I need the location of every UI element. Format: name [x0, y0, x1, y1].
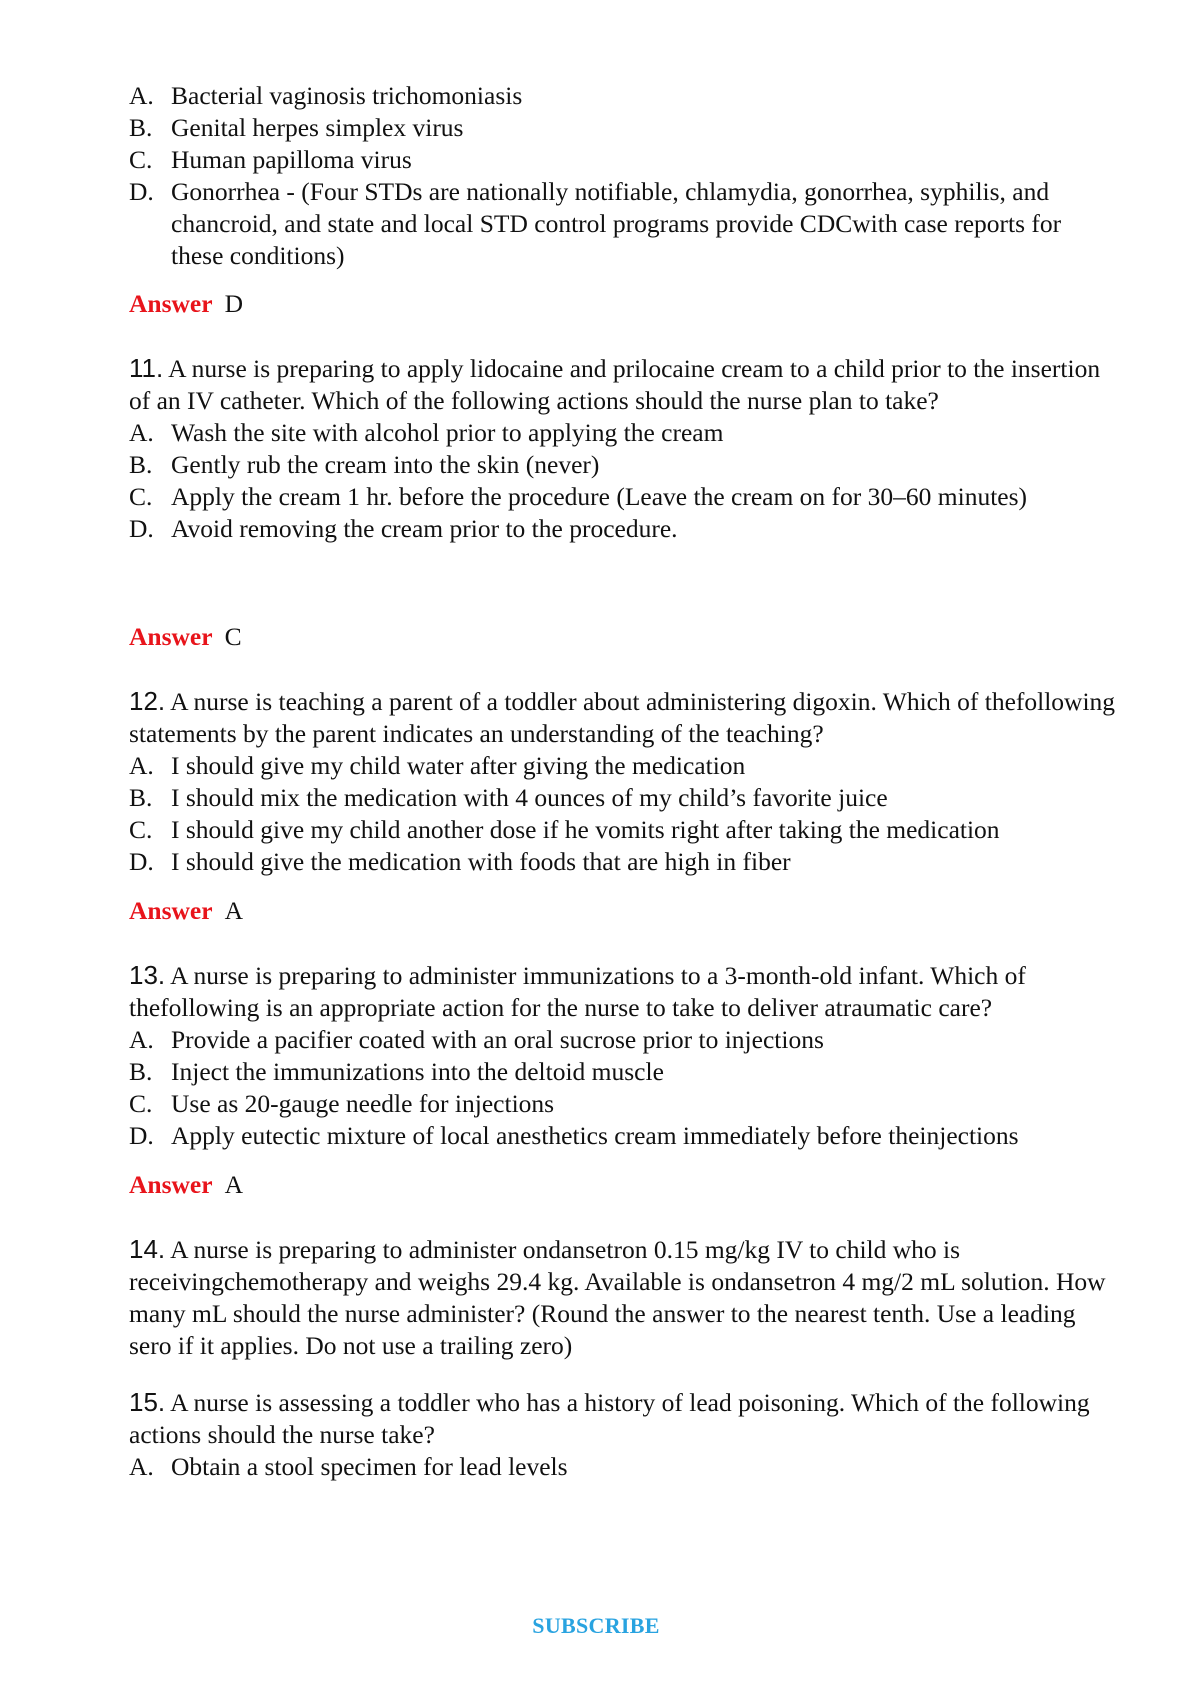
- question-number: 13.: [129, 960, 166, 990]
- option-a: A. Obtain a stool specimen for lead levels: [129, 1452, 568, 1481]
- question-14: [129, 1233, 1119, 1362]
- q13-answer: [129, 1169, 243, 1201]
- q10-answer: [129, 288, 243, 320]
- q12-answer: [129, 895, 243, 927]
- option-b: B. Gently rub the cream into the skin (never): [129, 450, 600, 479]
- question-stem: 12. A nurse is teaching a parent of a toddler about administering digoxin. Which of thefollowing statements by the parent indicates an understanding of the teaching?: [129, 686, 1116, 748]
- question-stem: 14. A nurse is preparing to administer ondansetron 0.15 mg/kg IV to child who is receivingchemotherapy and weighs 29.4 kg. Available is ondansetron 4 mg/2 mL solution. How many mL should the nurse administer? (Round the answer to the nearest tenth. Use a leading sero if it applies. Do not use a trailing zero): [129, 1234, 1106, 1360]
- question-11: [129, 352, 1119, 545]
- answer-label: Answer: [129, 289, 213, 318]
- answer-label: Answer: [129, 622, 213, 651]
- question-12: [129, 685, 1119, 878]
- q11-answer: [129, 621, 242, 653]
- question-15: [129, 1386, 1119, 1483]
- option-c: C. Human papilloma virus: [129, 145, 412, 174]
- option-b: B. Genital herpes simplex virus: [129, 113, 464, 142]
- answer-label: Answer: [129, 1170, 213, 1199]
- subscribe-link[interactable]: SUBSCRIBE: [532, 1613, 660, 1638]
- question-13: [129, 959, 1119, 1152]
- question-number: 14.: [129, 1234, 166, 1264]
- option-c: C. Use as 20-gauge needle for injections: [129, 1089, 555, 1118]
- option-a: A. Wash the site with alcohol prior to applying the cream: [129, 418, 724, 447]
- option-d: D. Avoid removing the cream prior to the procedure.: [129, 514, 678, 543]
- question-number: 11.: [129, 353, 164, 383]
- q10-options: [129, 80, 1119, 272]
- option-a: A. Bacterial vaginosis trichomoniasis: [129, 81, 523, 110]
- answer-value: D: [224, 289, 243, 318]
- option-d: D. Gonorrhea - (Four STDs are nationally notifiable, chlamydia, gonorrhea, syphilis, and chancroid, and state and local STD control programs provide CDCwith case reports for these conditions): [129, 177, 1062, 270]
- answer-value: A: [224, 1170, 243, 1199]
- answer-value: C: [224, 622, 242, 651]
- question-number: 12.: [129, 686, 166, 716]
- option-a: A. I should give my child water after giving the medication: [129, 751, 746, 780]
- question-number: 15.: [129, 1387, 166, 1417]
- answer-value: A: [224, 896, 243, 925]
- question-stem: 11. A nurse is preparing to apply lidocaine and prilocaine cream to a child prior to the insertion of an IV catheter. Which of the following actions should the nurse plan to take?: [129, 353, 1101, 415]
- option-c: C. Apply the cream 1 hr. before the procedure (Leave the cream on for 30–60 minutes): [129, 482, 1028, 511]
- answer-label: Answer: [129, 896, 213, 925]
- question-stem: 13. A nurse is preparing to administer immunizations to a 3-month-old infant. Which of thefollowing is an appropriate action for the nurse to take to deliver atraumatic care?: [129, 960, 1026, 1022]
- option-b: B. I should mix the medication with 4 ounces of my child’s favorite juice: [129, 783, 888, 812]
- option-a: A. Provide a pacifier coated with an oral sucrose prior to injections: [129, 1025, 824, 1054]
- option-d: D. Apply eutectic mixture of local anesthetics cream immediately before theinjections: [129, 1121, 1019, 1150]
- option-d: D. I should give the medication with foods that are high in fiber: [129, 847, 791, 876]
- question-stem: 15. A nurse is assessing a toddler who has a history of lead poisoning. Which of the following actions should the nurse take?: [129, 1387, 1090, 1449]
- option-c: C. I should give my child another dose if he vomits right after taking the medication: [129, 815, 1000, 844]
- option-b: B. Inject the immunizations into the deltoid muscle: [129, 1057, 664, 1086]
